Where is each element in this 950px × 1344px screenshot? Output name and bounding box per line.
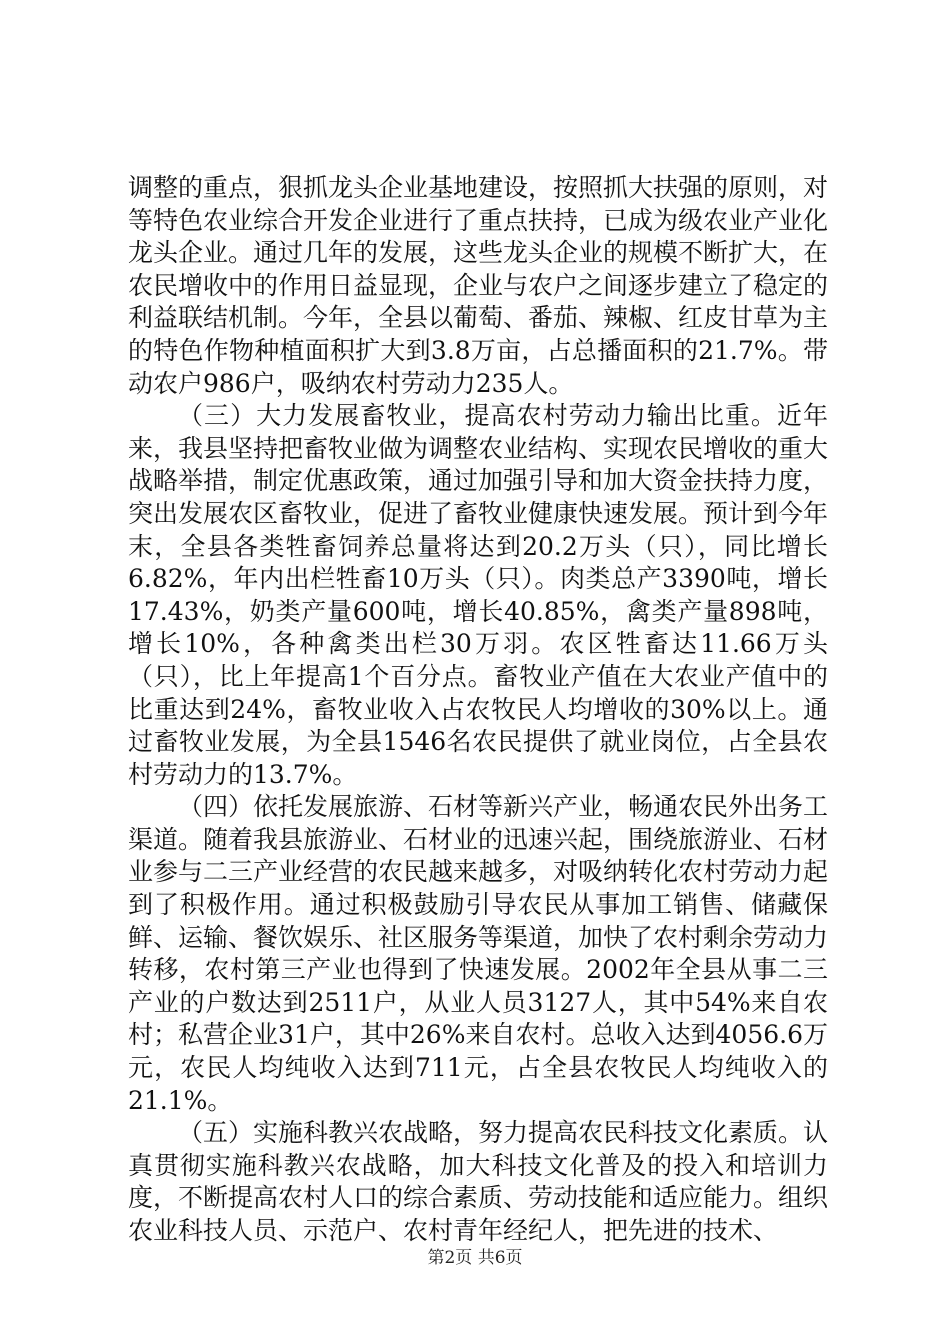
paragraph-livestock: （三）大力发展畜牧业，提高农村劳动力输出比重。近年来，我县坚持把畜牧业做为调整农业结构、实现农民增收的重大战略举措，制定优惠政策，通过加强引导和加大资金扶持力度，突出发展农区畜牧业，促进了畜牧业健康快速发展。预计到今年末，全县各类牲畜饲养总量将达到20.2万头（只），同比增长6.82%，年内出栏牲畜10万头（只）。肉类总产3390吨，增长17.43%，奶类产量600吨，增长40.85%，禽类产量898吨，增长10%，各种禽类出栏30万羽。农区牲畜达11.66万头（只），比上年提高1个百分点。畜牧业产值在大农业产值中的比重达到24%，畜牧业收入占农牧民人均增收的30%以上。通过畜牧业发展，为全县1546名农民提供了就业岗位，占全县农村劳动力的13.7%。: [128, 401, 829, 789]
page-number-footer: 第2页 共6页: [427, 1248, 523, 1268]
paragraph-science-education: （五）实施科教兴农战略，努力提高农民科技文化素质。认真贯彻实施科教兴农战略，加大科技文化普及的投入和培训力度，不断提高农村人口的综合素质、劳动技能和适应能力。组织农业科技人员、示范户、农村青年经纪人，把先进的技术、: [128, 1118, 829, 1245]
document-body: [128, 172, 828, 1248]
paragraph-continuation: 调整的重点，狠抓龙头企业基地建设，按照抓大扶强的原则，对等特色农业综合开发企业进行了重点扶持，已成为级农业产业化龙头企业。通过几年的发展，这些龙头企业的规模不断扩大，在农民增收中的作用日益显现，企业与农户之间逐步建立了稳定的利益联结机制。今年，全县以葡萄、番茄、辣椒、红皮甘草为主的特色作物种植面积扩大到3.8万亩，占总播面积的21.7%。带动农户986户，吸纳农村劳动力235人。: [128, 173, 829, 398]
paragraph-tourism-stone: （四）依托发展旅游、石材等新兴产业，畅通农民外出务工渠道。随着我县旅游业、石材业的迅速兴起，围绕旅游业、石材业参与二三产业经营的农民越来越多，对吸纳转化农村劳动力起到了积极作用。通过积极鼓励引导农民从事加工销售、储藏保鲜、运输、餐饮娱乐、社区服务等渠道，加快了农村剩余劳动力转移，农村第三产业也得到了快速发展。2002年全县从事二三产业的户数达到2511户，从业人员3127人，其中54%来自农村；私营企业31户，其中26%来自农村。总收入达到4056.6万元，农民人均纯收入达到711元，占全县农牧民人均纯收入的21.1%。: [128, 792, 829, 1115]
